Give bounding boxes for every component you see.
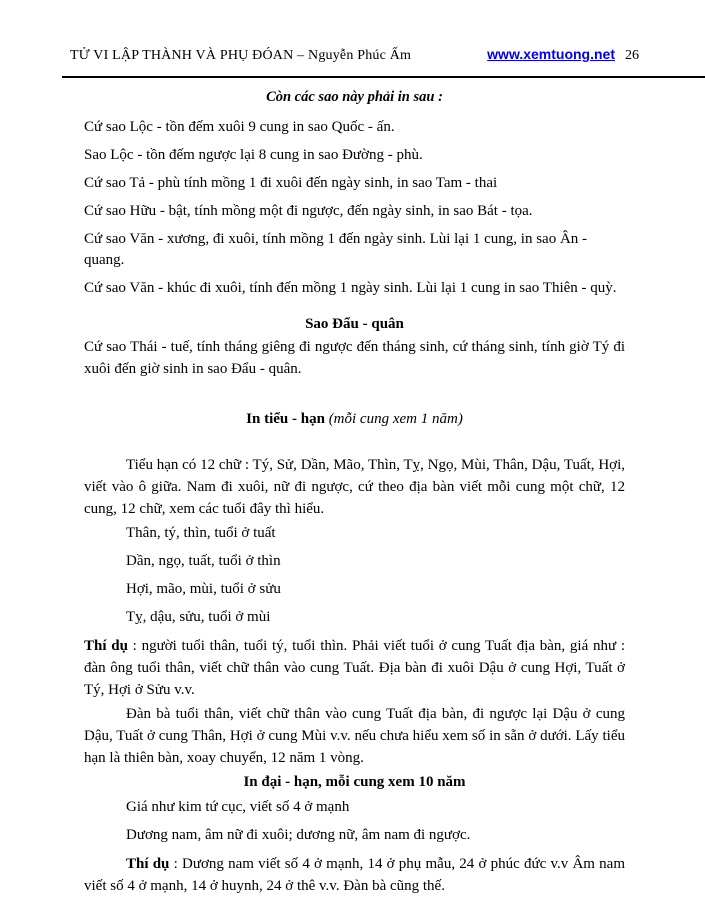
- age-position-line: Dần, ngọ, tuất, tuổi ở thìn: [126, 553, 281, 569]
- star-rule-line: Sao Lộc - tồn đếm ngược lại 8 cung in sao Đường - phù.: [84, 147, 423, 163]
- example-2-text: : Dương nam viết số 4 ở mạnh, 14 ở phụ mẫu, 24 ở phúc đức v.v Âm nam viết số 4 ở mạnh, 14 ở huynh, 24 ở thê v.v. Đàn bà cũng thế.: [84, 856, 625, 894]
- page-content: [0, 78, 705, 897]
- star-rule-line: Cứ sao Văn - xương, đi xuôi, tính mồng 1 đến ngày sinh. Lùi lại 1 cung, in sao Ân - quang.: [84, 231, 588, 268]
- paragraph-dau-quan: Cứ sao Thái - tuế, tính tháng giêng đi ngược đến tháng sinh, cứ tháng sinh, tính giờ Tý đi xuôi đến giờ sinh in sao Đẩu - quân.: [84, 339, 625, 377]
- age-position-line: Thân, tý, thìn, tuổi ở tuất: [126, 525, 276, 541]
- example-paragraph-2: [84, 853, 625, 897]
- heading-dau-quan: Sao Đẩu - quân: [305, 316, 404, 332]
- heading-tieu-han-italic: (mỗi cung xem 1 năm): [328, 411, 463, 427]
- example-1-text: : người tuổi thân, tuổi tý, tuổi thìn. Phải viết tuổi ở cung Tuất địa bàn, giá như : đàn ông tuổi thân, viết chữ thân vào cung Tuất. Địa bàn đi xuôi Dậu ở cung Hợi, Tuất ở Tý, Hợi ở Sửu v.v.: [84, 638, 625, 698]
- example-paragraph-1: [84, 635, 625, 701]
- age-position-line: Hợi, mão, mùi, tuổi ở sửu: [126, 581, 281, 597]
- heading-tieu-han-bold: In tiểu - hạn: [246, 411, 329, 427]
- star-rule-line: Cứ sao Hữu - bật, tính mồng một đi ngược, đến ngày sinh, in sao Bát - tọa.: [84, 203, 533, 219]
- xemtuong-link[interactable]: www.xemtuong.net: [487, 46, 615, 62]
- age-position-list: [84, 523, 625, 628]
- example-label: Thí dụ: [126, 856, 170, 872]
- star-rule-line: Cứ sao Văn - khúc đi xuôi, tính đến mồng 1 ngày sinh. Lùi lại 1 cung in sao Thiên - quỳ.: [84, 280, 617, 296]
- heading-tieu-han: [84, 409, 625, 430]
- header-right-group: [487, 46, 639, 64]
- heading-dai-han: In đại - hạn, mỗi cung xem 10 năm: [243, 774, 466, 790]
- line-duong-nam: Dương nam, âm nữ đi xuôi; dương nữ, âm nam đi ngược.: [126, 827, 471, 843]
- paragraph-dan-ba: Đàn bà tuổi thân, viết chữ thân vào cung Tuất địa bàn, đi ngược lại Dậu ở cung Dậu, Tuất ở cung Thân, Hợi ở cung Mùi v.v. nếu chưa hiểu xem số in sẵn ở dưới. Lấy tiểu hạn là thiên bàn, xoay chuyển, 12 năm 1 vòng.: [84, 706, 625, 766]
- line-gia-nhu: Giá như kim tứ cục, viết số 4 ở mạnh: [126, 799, 350, 815]
- age-position-line: Tỵ, dậu, sửu, tuổi ở mùi: [126, 609, 271, 625]
- page-header: [0, 46, 705, 64]
- paragraph-tieu-han: Tiểu hạn có 12 chữ : Tý, Sử, Dần, Mão, Thìn, Tỵ, Ngọ, Mùi, Thân, Dậu, Tuất, Hợi, viết vào ô giữa. Nam đi xuôi, nữ đi ngược, cứ theo địa bàn viết mỗi cung một chữ, 12 cung, 12 chữ, xem các tuổi đây thì hiểu.: [84, 457, 625, 517]
- star-rule-line: Cứ sao Tả - phù tính mồng 1 đi xuôi đến ngày sinh, in sao Tam - thai: [84, 175, 498, 191]
- star-rule-line: Cứ sao Lộc - tồn đếm xuôi 9 cung in sao Quốc - ấn.: [84, 119, 395, 135]
- page-number: 26: [625, 48, 639, 63]
- example-label: Thí dụ: [84, 638, 128, 654]
- heading-print-after: Còn các sao này phải in sau :: [266, 89, 443, 105]
- book-title: TỬ VI LẬP THÀNH VÀ PHỤ ĐÓAN – Nguyễn Phúc Ấm: [70, 48, 412, 63]
